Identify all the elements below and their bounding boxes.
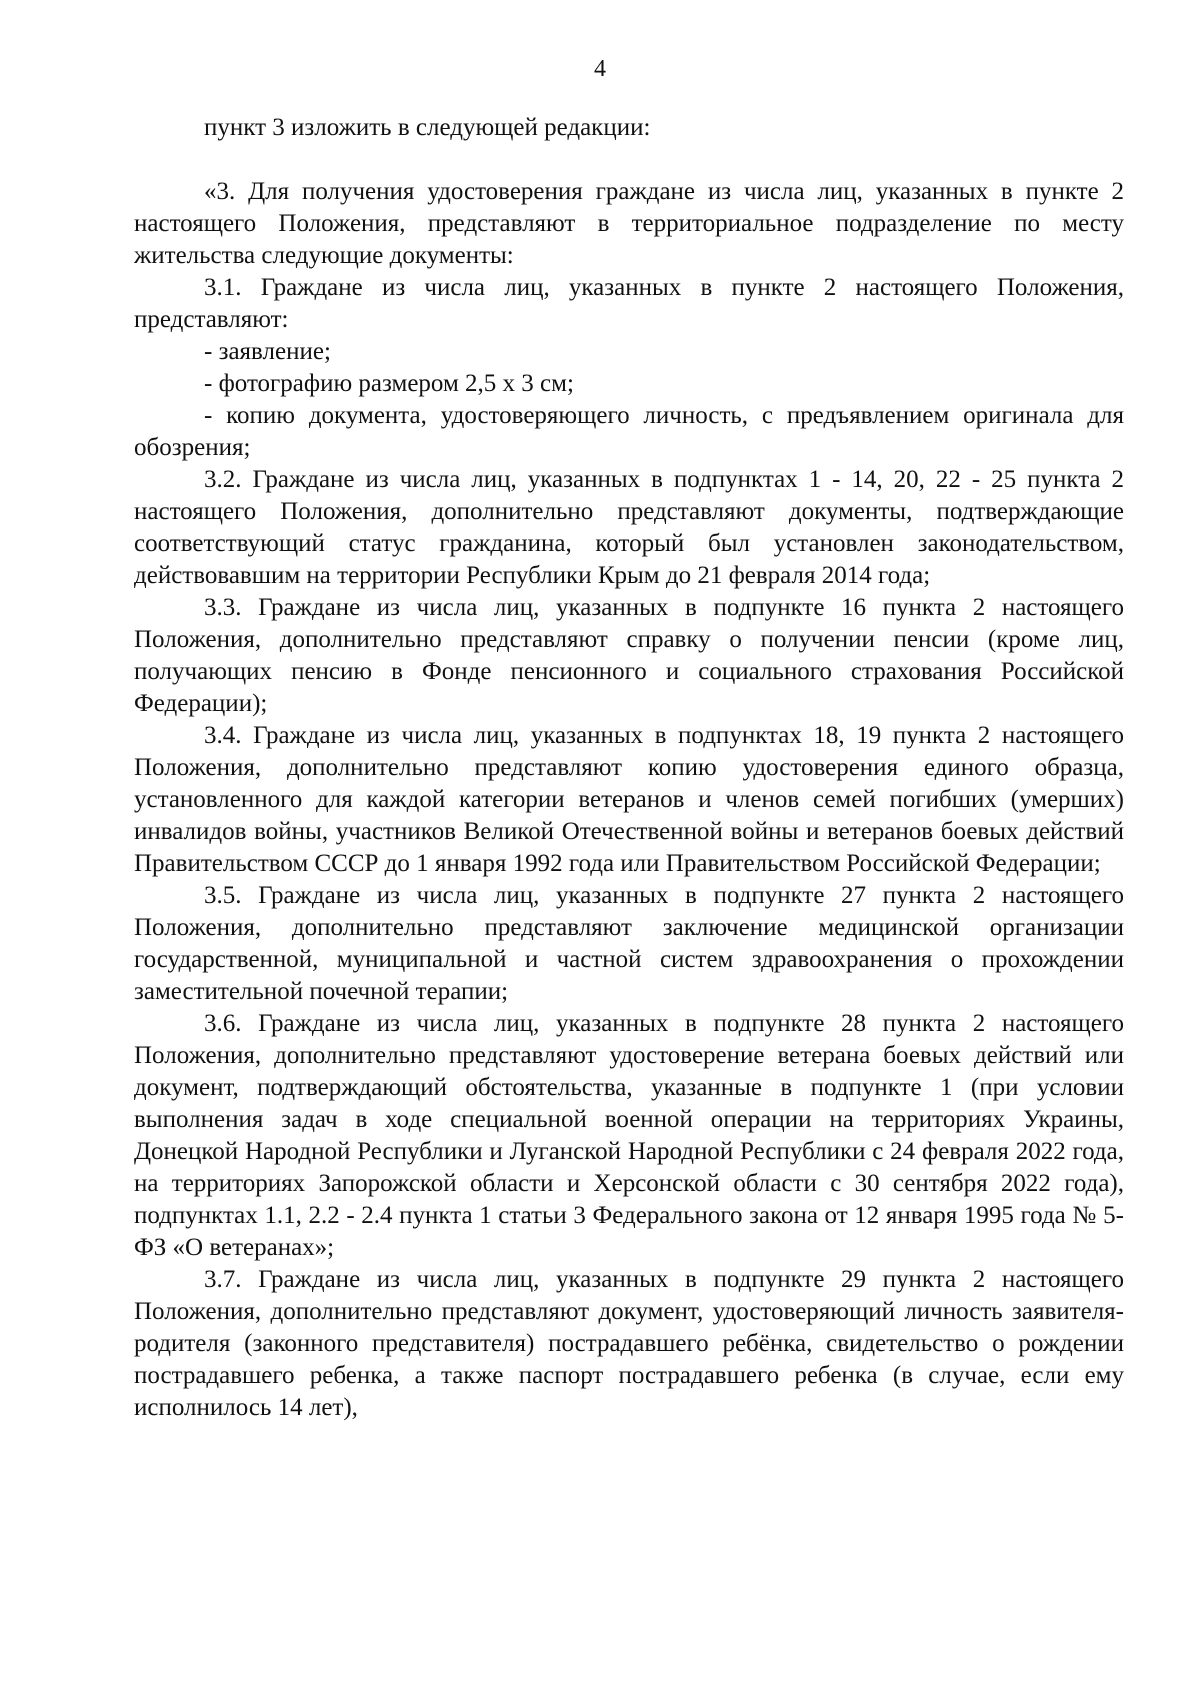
list-item-id-copy: - копию документа, удостоверяющего личность, с предъявлением оригинала для обозрения;: [134, 402, 1124, 461]
clause-3-2-paragraph: 3.2. Граждане из числа лиц, указанных в подпунктах 1 - 14, 20, 22 - 25 пункта 2 настоящего Положения, дополнительно представляют документы, подтверждающие соответствующий статус гражданина, который был установлен законодательством, действовавшим на территории Республики Крым до 21 февраля 2014 года;: [134, 466, 1124, 589]
clause-3-7-paragraph: 3.7. Граждане из числа лиц, указанных в подпункте 29 пункта 2 настоящего Положения, дополнительно представляют документ, удостоверяющий личность заявителя-родителя (законного представителя) пострадавшего ребёнка, свидетельство о рождении пострадавшего ребенка, а также паспорт пострадавшего ребенка (в случае, если ему исполнилось 14 лет),: [134, 1266, 1124, 1421]
clause-3-paragraph: «3. Для получения удостоверения граждане из числа лиц, указанных в пункте 2 настоящего Положения, представляют в территориальное подразделение по месту жительства следующие документы:: [134, 178, 1124, 269]
clause-3-3-paragraph: 3.3. Граждане из числа лиц, указанных в подпункте 16 пункта 2 настоящего Положения, дополнительно представляют справку о получении пенсии (кроме лиц, получающих пенсию в Фонде пенсионного и социального страхования Российской Федерации);: [134, 594, 1124, 717]
intro-paragraph: пункт 3 изложить в следующей редакции:: [204, 114, 651, 141]
clause-3-5-paragraph: 3.5. Граждане из числа лиц, указанных в подпункте 27 пункта 2 настоящего Положения, дополнительно представляют заключение медицинской организации государственной, муниципальной и частной систем здравоохранения о прохождении заместительной почечной терапии;: [134, 882, 1124, 1005]
list-item-photo: - фотографию размером 2,5 х 3 см;: [204, 370, 574, 397]
clause-3-4-paragraph: 3.4. Граждане из числа лиц, указанных в подпунктах 18, 19 пункта 2 настоящего Положения, дополнительно представляют копию удостоверения единого образца, установленного для каждой категории ветеранов и членов семей погибших (умерших) инвалидов войны, участников Великой Отечественной войны и ветеранов боевых действий Правительством СССР до 1 января 1992 года или Правительством Российской Федерации;: [134, 722, 1124, 877]
clause-3-1-paragraph: 3.1. Граждане из числа лиц, указанных в пункте 2 настоящего Положения, представляют:: [134, 274, 1124, 333]
list-item-application: - заявление;: [204, 338, 331, 365]
document-body: [134, 112, 1124, 1424]
page-number: 4: [594, 56, 606, 82]
clause-3-6-paragraph: 3.6. Граждане из числа лиц, указанных в подпункте 28 пункта 2 настоящего Положения, дополнительно представляют удостоверение ветерана боевых действий или документ, подтверждающий обстоятельства, указанные в подпункте 1 (при условии выполнения задач в ходе специальной военной операции на территориях Украины, Донецкой Народной Республики и Луганской Народной Республики с 24 февраля 2022 года, на территориях Запорожской области и Херсонской области с 30 сентября 2022 года), подпунктах 1.1, 2.2 - 2.4 пункта 1 статьи 3 Федерального закона от 12 января 1995 года № 5-ФЗ «О ветеранах»;: [134, 1010, 1124, 1261]
